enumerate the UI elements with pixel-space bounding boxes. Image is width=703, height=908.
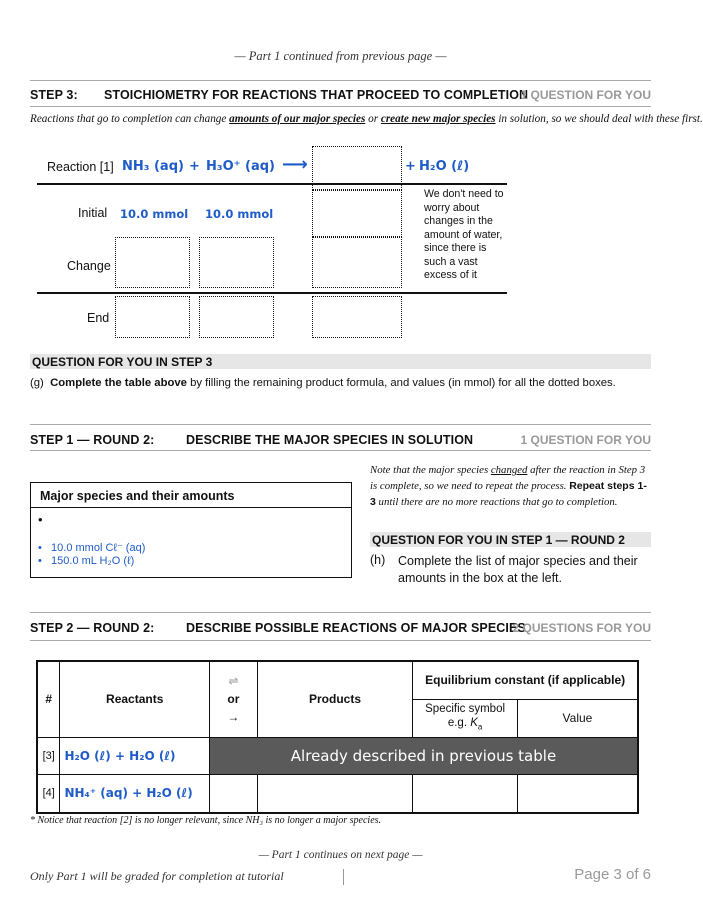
question-h: Complete the list of major species and their amounts in the box at the left.	[398, 554, 638, 585]
continues-footer: — Part 1 continues on next page —	[258, 849, 423, 861]
already-described-cell: Already described in previous table	[209, 737, 638, 774]
reaction-label: Reaction [1]	[47, 160, 114, 174]
step1r2-question-count: 1 QUESTION FOR YOU	[520, 433, 651, 447]
step3-question-bar: QUESTION FOR YOU IN STEP 3	[30, 354, 651, 369]
major-species-box[interactable]	[30, 482, 352, 578]
end-product-box[interactable]	[312, 296, 402, 338]
product-water: H₂O (ℓ)	[419, 159, 470, 174]
table-top-rule	[37, 183, 507, 185]
graded-note: Only Part 1 will be graded for completion at tutorial	[30, 869, 284, 883]
table-row	[37, 737, 638, 774]
col-eq-constant: Equilibrium constant (if applicable)	[413, 661, 638, 699]
row-symbol-input[interactable]	[413, 774, 518, 813]
step2r2-label: STEP 2 — ROUND 2:	[30, 621, 155, 635]
divider	[30, 80, 651, 81]
repeat-note: Note that the major species changed after the reaction in Step 3 is complete, so we need to repeat the process. Repeat steps 1-3 until there are no more reactions that go to completion.	[370, 464, 647, 508]
row-reactants: H₂O (ℓ) + H₂O (ℓ)	[60, 737, 210, 774]
initial-product-box[interactable]	[312, 190, 402, 237]
end-nh3-box[interactable]	[115, 296, 190, 338]
reaction-arrow: ⟶	[282, 154, 308, 175]
step1r2-label: STEP 1 — ROUND 2:	[30, 433, 155, 447]
row-reactants: NH₄⁺ (aq) + H₂O (ℓ)	[60, 774, 210, 813]
step3-label: STEP 3:	[30, 88, 78, 102]
row-products-input[interactable]	[257, 774, 412, 813]
change-nh3-box[interactable]	[115, 237, 190, 288]
table-mid-rule	[37, 292, 507, 294]
water-note: We don't need to worry about changes in the amount of water, since there is such a vast excess of it	[424, 188, 504, 281]
step1r2-title: DESCRIBE THE MAJOR SPECIES IN SOLUTION	[186, 433, 474, 447]
row-num: [4]	[37, 774, 60, 813]
step3-title: STOICHIOMETRY FOR REACTIONS THAT PROCEED TO COMPLETION	[104, 88, 529, 102]
divider	[30, 424, 651, 425]
initial-nh3: 10.0 mmol	[120, 207, 189, 221]
change-h3o-box[interactable]	[199, 237, 274, 288]
change-product-box[interactable]	[312, 237, 402, 288]
col-products: Products	[257, 661, 412, 737]
col-reactants: Reactants	[60, 661, 210, 737]
species-item: • 10.0 mmol Cℓ⁻ (aq)	[38, 542, 146, 554]
plus-sign: +	[189, 159, 200, 174]
end-h3o-box[interactable]	[199, 296, 274, 338]
footnote: * Notice that reaction [2] is no longer relevant, since NH₃ is no longer a major species.	[30, 815, 382, 826]
col-value: Value	[517, 699, 638, 737]
step3-question-count: 1 QUESTION FOR YOU	[520, 88, 651, 102]
divider	[30, 450, 651, 451]
end-label: End	[87, 311, 110, 325]
step1r2-question-bar: QUESTION FOR YOU IN STEP 1 — ROUND 2	[370, 532, 651, 547]
reactant-h3o: H₃O⁺ (aq)	[206, 159, 275, 174]
col-num: #	[37, 661, 60, 737]
divider	[30, 106, 651, 107]
footer-divider	[343, 869, 344, 885]
major-species-title: Major species and their amounts	[40, 489, 235, 503]
divider	[30, 612, 651, 613]
reactions-table	[36, 660, 639, 814]
table-row	[37, 774, 638, 813]
step2r2-question-count: 2 QUESTIONS FOR YOU	[512, 621, 651, 635]
divider	[30, 640, 651, 641]
row-value-input[interactable]	[517, 774, 638, 813]
question-h-letter: (h)	[370, 553, 386, 567]
empty-bullet: •	[38, 512, 43, 527]
initial-label: Initial	[78, 206, 108, 220]
reactant-nh3: NH₃ (aq)	[122, 159, 184, 174]
row-eq-input[interactable]	[209, 774, 257, 813]
step2r2-title: DESCRIBE POSSIBLE REACTIONS OF MAJOR SPECIES	[186, 621, 526, 635]
page-number: Page 3 of 6	[574, 866, 651, 883]
col-specific-symbol: Specific symbol e.g. $K_a$	[413, 699, 518, 737]
step3-intro: Reactions that go to completion can change amounts of our major species or create new major species in solution, so we should deal with these first.	[30, 113, 703, 125]
question-g: (g) Complete the table above by filling the remaining product formula, and values (in mmol) for all the dotted boxes.	[30, 377, 616, 389]
change-label: Change	[67, 259, 111, 273]
species-item: • 150.0 mL H₂O (ℓ)	[38, 555, 135, 567]
row-num: [3]	[37, 737, 60, 774]
col-eq-or-arrow: ⇌ or →	[209, 661, 257, 737]
plus-sign: +	[405, 159, 416, 174]
continued-header: — Part 1 continued from previous page —	[234, 49, 447, 63]
initial-h3o: 10.0 mmol	[205, 207, 274, 221]
